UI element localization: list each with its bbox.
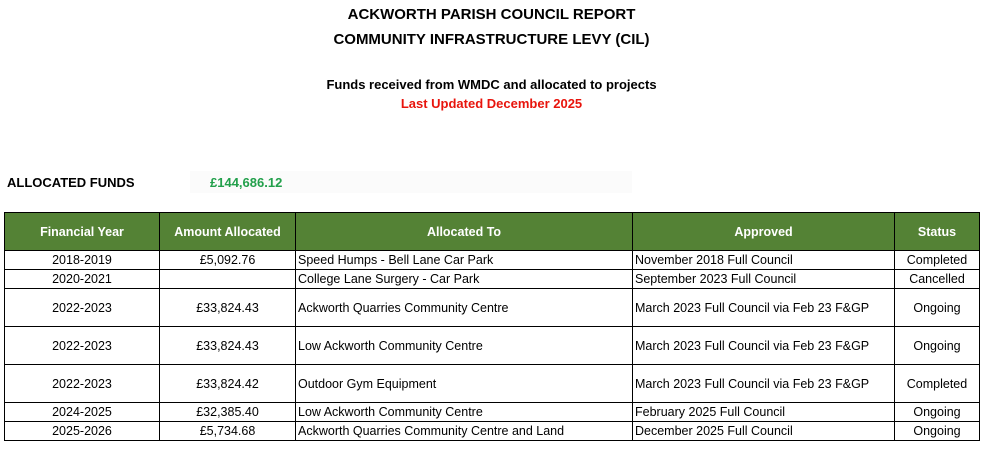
cell-allocated-to: Ackworth Quarries Community Centre	[296, 289, 633, 327]
cell-financial-year: 2024-2025	[5, 403, 160, 422]
cell-approved: March 2023 Full Council via Feb 23 F&GP	[633, 289, 895, 327]
table-row	[5, 403, 980, 422]
cell-approved: March 2023 Full Council via Feb 23 F&GP	[633, 327, 895, 365]
table-header-row	[5, 213, 980, 251]
cil-allocations-table	[4, 212, 980, 441]
cell-status: Completed	[895, 365, 980, 403]
cell-amount: £33,824.43	[160, 289, 296, 327]
cell-financial-year: 2022-2023	[5, 327, 160, 365]
cell-approved: February 2025 Full Council	[633, 403, 895, 422]
cell-amount: £33,824.43	[160, 327, 296, 365]
cell-amount: £33,824.42	[160, 365, 296, 403]
table-row	[5, 251, 980, 270]
column-header-allocated-to: Allocated To	[296, 213, 633, 251]
cell-allocated-to: Outdoor Gym Equipment	[296, 365, 633, 403]
cell-status: Ongoing	[895, 422, 980, 441]
column-header-financial-year: Financial Year	[5, 213, 160, 251]
cell-financial-year: 2020-2021	[5, 270, 160, 289]
report-subtitle-cil: COMMUNITY INFRASTRUCTURE LEVY (CIL)	[333, 31, 650, 48]
cell-approved: November 2018 Full Council	[633, 251, 895, 270]
cell-status: Cancelled	[895, 270, 980, 289]
table-row	[5, 270, 980, 289]
cell-amount	[160, 270, 296, 289]
cell-allocated-to: Ackworth Quarries Community Centre and Land	[296, 422, 633, 441]
table-row	[5, 327, 980, 365]
funds-description: Funds received from WMDC and allocated to projects	[326, 77, 657, 92]
cell-financial-year: 2022-2023	[5, 365, 160, 403]
column-header-approved: Approved	[633, 213, 895, 251]
cell-status: Ongoing	[895, 327, 980, 365]
allocated-funds-value: £144,686.12	[210, 175, 283, 190]
cell-status: Ongoing	[895, 289, 980, 327]
cell-approved: December 2025 Full Council	[633, 422, 895, 441]
cell-allocated-to: Low Ackworth Community Centre	[296, 403, 633, 422]
last-updated-text: Last Updated December 2025	[400, 96, 583, 111]
allocated-funds-label: ALLOCATED FUNDS	[7, 175, 135, 190]
cell-allocated-to: Speed Humps - Bell Lane Car Park	[296, 251, 633, 270]
table-row	[5, 289, 980, 327]
cell-approved: March 2023 Full Council via Feb 23 F&GP	[633, 365, 895, 403]
cell-financial-year: 2022-2023	[5, 289, 160, 327]
table-row	[5, 422, 980, 441]
cell-amount: £32,385.40	[160, 403, 296, 422]
cell-approved: September 2023 Full Council	[633, 270, 895, 289]
cell-financial-year: 2018-2019	[5, 251, 160, 270]
cell-allocated-to: Low Ackworth Community Centre	[296, 327, 633, 365]
cell-allocated-to: College Lane Surgery - Car Park	[296, 270, 633, 289]
cell-amount: £5,734.68	[160, 422, 296, 441]
column-header-amount-allocated: Amount Allocated	[160, 213, 296, 251]
report-title: ACKWORTH PARISH COUNCIL REPORT	[347, 6, 636, 23]
cell-status: Ongoing	[895, 403, 980, 422]
cell-status: Completed	[895, 251, 980, 270]
cell-financial-year: 2025-2026	[5, 422, 160, 441]
table-row	[5, 365, 980, 403]
cell-amount: £5,092.76	[160, 251, 296, 270]
column-header-status: Status	[895, 213, 980, 251]
